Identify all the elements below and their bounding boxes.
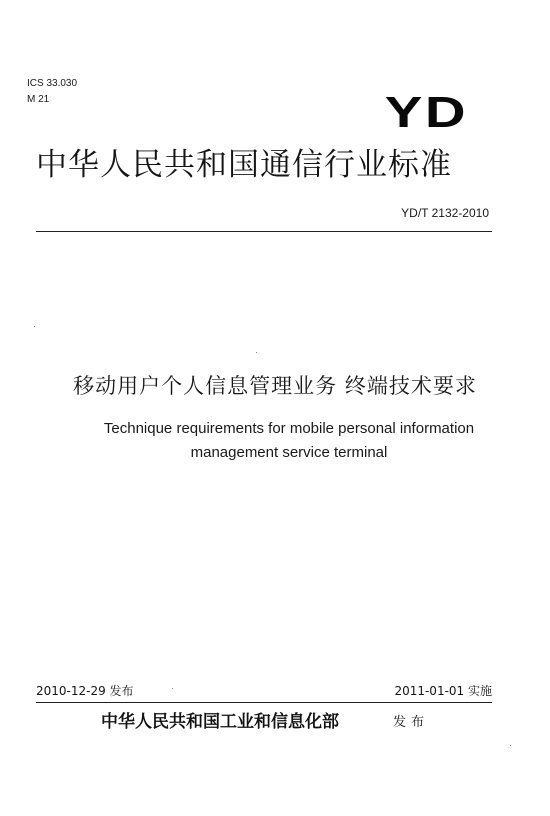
ics-code: ICS 33.030 — [27, 78, 78, 89]
scan-speck — [172, 688, 173, 689]
classification-code: M 21 — [27, 94, 50, 105]
scan-speck — [256, 352, 257, 353]
issue-date: 2010-12-29 发布 — [36, 684, 134, 698]
document-title-chinese: 移动用户个人信息管理业务 终端技术要求 — [73, 374, 477, 398]
standard-category-title: 中华人民共和国通信行业标准 — [36, 147, 452, 183]
top-divider — [36, 231, 492, 232]
document-title-english-line-1: Technique requirements for mobile personal information — [103, 420, 475, 437]
scan-speck — [510, 745, 511, 746]
yd-logo: YD — [384, 88, 468, 137]
bottom-divider — [36, 702, 492, 703]
publish-label: 发布 — [393, 715, 430, 730]
standard-number: YD/T 2132-2010 — [401, 206, 489, 220]
publisher-name: 中华人民共和国工业和信息化部 — [101, 712, 339, 732]
scan-speck — [34, 326, 35, 327]
document-title-english-line-2: management service terminal — [190, 444, 388, 461]
implementation-date: 2011-01-01 实施 — [394, 684, 492, 698]
